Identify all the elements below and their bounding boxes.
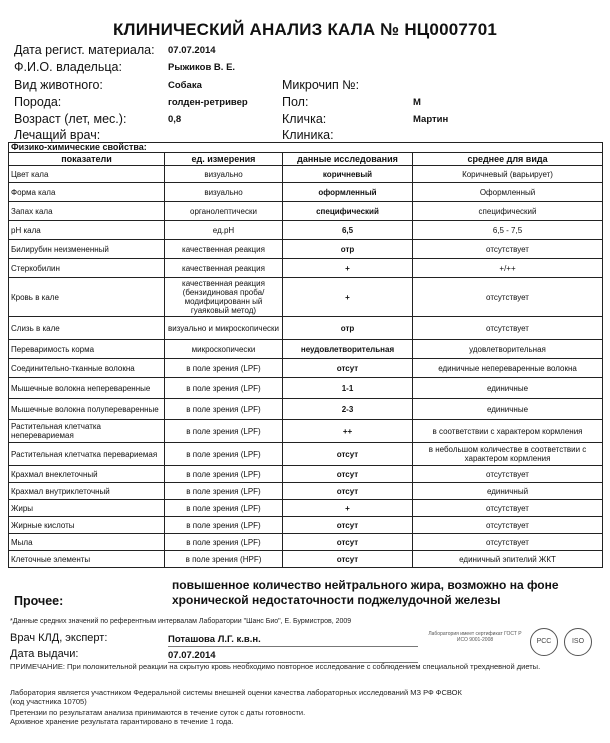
row-unit: в поле зрения (LPF) bbox=[165, 466, 283, 483]
row-unit: визуально и микроскопически bbox=[165, 317, 283, 340]
chip-label: Микрочип №: bbox=[282, 78, 360, 92]
row-result: 1-1 bbox=[283, 378, 413, 399]
table-row bbox=[9, 278, 603, 317]
table-row bbox=[9, 183, 603, 202]
footer-line-3: Претензии по результатам анализа принимаются в течение суток с даты готовности. bbox=[10, 708, 306, 717]
table-row bbox=[9, 359, 603, 378]
row-indicator: Стеркобилин bbox=[9, 259, 165, 278]
row-result: неудовлетворительная bbox=[283, 340, 413, 359]
row-reference: в соответствии с характером кормления bbox=[413, 420, 603, 443]
age-label: Возраст (лет, мес.): bbox=[14, 112, 127, 126]
row-result: отсут bbox=[283, 443, 413, 466]
row-reference: единичный bbox=[413, 483, 603, 500]
document-title: КЛИНИЧЕСКИЙ АНАЛИЗ КАЛА № НЦ0007701 bbox=[112, 20, 497, 39]
row-result: отр bbox=[283, 317, 413, 340]
footer-line-4: Архивное хранение результата гарантировано в течение 1 года. bbox=[10, 717, 234, 726]
row-indicator: Слизь в кале bbox=[9, 317, 165, 340]
row-result: отсут bbox=[283, 534, 413, 551]
row-indicator: Соединительно-тканные волокна bbox=[9, 359, 165, 378]
row-unit: в поле зрения (LPF) bbox=[165, 500, 283, 517]
row-unit: качественная реакция bbox=[165, 240, 283, 259]
row-unit: в поле зрения (LPF) bbox=[165, 378, 283, 399]
row-result: + bbox=[283, 278, 413, 317]
row-indicator: Клеточные элементы bbox=[9, 551, 165, 568]
table-row bbox=[9, 443, 603, 466]
row-indicator: Мыла bbox=[9, 534, 165, 551]
other-conclusion: повышенное количество нейтрального жира, возможно на фоне хронической недостаточности поджелудочной железы bbox=[172, 578, 559, 607]
row-reference: специфический bbox=[413, 202, 603, 221]
row-unit: микроскопически bbox=[165, 340, 283, 359]
owner-label: Ф.И.О. владельца: bbox=[14, 60, 122, 74]
row-reference: Коричневый (варьирует) bbox=[413, 166, 603, 183]
row-result: отсут bbox=[283, 483, 413, 500]
row-reference: отсутствует bbox=[413, 278, 603, 317]
table-row bbox=[9, 166, 603, 183]
table-row bbox=[9, 534, 603, 551]
table-header bbox=[9, 153, 603, 166]
iso-seal-icon: ISO bbox=[564, 628, 592, 656]
row-indicator: Цвет кала bbox=[9, 166, 165, 183]
table-row bbox=[9, 259, 603, 278]
table-row bbox=[9, 517, 603, 534]
row-reference: отсутствует bbox=[413, 466, 603, 483]
section-title: Физико-химические свойства: bbox=[9, 143, 603, 153]
row-result: + bbox=[283, 500, 413, 517]
table-row bbox=[9, 399, 603, 420]
row-result: отсут bbox=[283, 359, 413, 378]
row-indicator: Билирубин неизмененный bbox=[9, 240, 165, 259]
clinic-label: Клиника: bbox=[282, 128, 334, 142]
nick-label: Кличка: bbox=[282, 112, 327, 126]
col-header-reference: среднее для вида bbox=[413, 153, 603, 166]
col-header-unit: ед. измерения bbox=[165, 153, 283, 166]
row-unit: в поле зрения (LPF) bbox=[165, 517, 283, 534]
row-reference: отсутствует bbox=[413, 517, 603, 534]
row-unit: в поле зрения (LPF) bbox=[165, 399, 283, 420]
row-result: 2-3 bbox=[283, 399, 413, 420]
table-row bbox=[9, 551, 603, 568]
row-indicator: Жирные кислоты bbox=[9, 517, 165, 534]
row-indicator: Растительная клетчатка перевариемая bbox=[9, 443, 165, 466]
table-row bbox=[9, 500, 603, 517]
species-label: Вид животного: bbox=[14, 78, 103, 92]
table-row bbox=[9, 317, 603, 340]
row-unit: в поле зрения (LPF) bbox=[165, 420, 283, 443]
row-result: отр bbox=[283, 240, 413, 259]
age-value: 0,8 bbox=[168, 114, 182, 125]
row-result: + bbox=[283, 259, 413, 278]
row-indicator: Жиры bbox=[9, 500, 165, 517]
col-header-indicator: показатели bbox=[9, 153, 165, 166]
expert-value: Поташова Л.Г. к.в.н. bbox=[168, 634, 261, 645]
row-indicator: Мышечные волокна непереваренные bbox=[9, 378, 165, 399]
footer-line-2: (код участника 10705) bbox=[10, 697, 87, 706]
row-reference: в небольшом количестве в соответствии с характером кормления bbox=[413, 443, 603, 466]
row-reference: отсутствует bbox=[413, 500, 603, 517]
row-unit: визуально bbox=[165, 183, 283, 202]
row-result: отсут bbox=[283, 466, 413, 483]
table-row bbox=[9, 240, 603, 259]
table-row bbox=[9, 483, 603, 500]
row-result: коричневый bbox=[283, 166, 413, 183]
row-unit: в поле зрения (LPF) bbox=[165, 534, 283, 551]
row-reference: +/++ bbox=[413, 259, 603, 278]
row-reference: единичные bbox=[413, 378, 603, 399]
row-indicator: Форма кала bbox=[9, 183, 165, 202]
date-label: Дата регист. материала: bbox=[14, 43, 155, 57]
row-reference: отсутствует bbox=[413, 317, 603, 340]
issue-date-label: Дата выдачи: bbox=[10, 648, 79, 660]
expert-underline bbox=[168, 646, 418, 647]
date-value: 07.07.2014 bbox=[168, 45, 216, 56]
reference-note: *Данные средних значений по референтным интервалам Лаборатории "Шанс Био", Е. Бурмистров, 2009 bbox=[10, 618, 352, 625]
table-row bbox=[9, 202, 603, 221]
row-indicator: Крахмал внеклеточный bbox=[9, 466, 165, 483]
row-unit: качественная реакция (бензидиновая проба/модифицированн ый гуаяковый метод) bbox=[165, 278, 283, 317]
row-unit: органолептически bbox=[165, 202, 283, 221]
table-row bbox=[9, 378, 603, 399]
row-reference: Оформленный bbox=[413, 183, 603, 202]
row-result: ++ bbox=[283, 420, 413, 443]
row-unit: в поле зрения (LPF) bbox=[165, 483, 283, 500]
row-unit: в поле зрения (LPF) bbox=[165, 359, 283, 378]
footer-line-1: Лаборатория является участником Федеральной системы внешней оценки качества лабораторных исследований МЗ РФ ФСВОК bbox=[10, 688, 462, 697]
row-reference: отсутствует bbox=[413, 534, 603, 551]
row-unit: в поле зрения (LPF) bbox=[165, 443, 283, 466]
expert-label: Врач КЛД, эксперт: bbox=[10, 632, 108, 644]
owner-value: Рыжиков В. Е. bbox=[168, 62, 236, 73]
col-header-result: данные исследования bbox=[283, 153, 413, 166]
row-unit: визуально bbox=[165, 166, 283, 183]
breed-value: голден-ретривер bbox=[168, 97, 248, 108]
footer-note: ПРИМЕЧАНИЕ: При положительной реакции на скрытую кровь необходимо повторное исследование с соблюдением специальной трехдневной диеты. bbox=[10, 662, 541, 671]
sex-value: М bbox=[413, 97, 421, 108]
row-reference: 6,5 - 7,5 bbox=[413, 221, 603, 240]
sex-label: Пол: bbox=[282, 95, 309, 109]
row-unit: качественная реакция bbox=[165, 259, 283, 278]
row-indicator: Растительная клетчатка неперевариемая bbox=[9, 420, 165, 443]
doctor-label: Лечащий врач: bbox=[14, 128, 101, 142]
row-indicator: Запах кала bbox=[9, 202, 165, 221]
row-reference: единичные bbox=[413, 399, 603, 420]
row-indicator: Мышечные волокна полупереваренные bbox=[9, 399, 165, 420]
certificate-logo: Лаборатория имеет сертификат ГОСТ Р ИСО 9001-2008 bbox=[428, 631, 522, 643]
other-label: Прочее: bbox=[14, 594, 64, 608]
species-value: Собака bbox=[168, 80, 202, 91]
row-indicator: Кровь в кале bbox=[9, 278, 165, 317]
row-reference: отсутствует bbox=[413, 240, 603, 259]
row-result: отсут bbox=[283, 517, 413, 534]
row-reference: удовлетворительная bbox=[413, 340, 603, 359]
table-row bbox=[9, 420, 603, 443]
table-row bbox=[9, 340, 603, 359]
row-result: отсут bbox=[283, 551, 413, 568]
row-unit: ед.pH bbox=[165, 221, 283, 240]
row-result: специфический bbox=[283, 202, 413, 221]
row-indicator: Переваримость корма bbox=[9, 340, 165, 359]
nick-value: Мартин bbox=[413, 114, 449, 125]
table-row bbox=[9, 466, 603, 483]
row-indicator: pH кала bbox=[9, 221, 165, 240]
table-row bbox=[9, 221, 603, 240]
results-table bbox=[8, 142, 603, 568]
row-indicator: Крахмал внутриклеточный bbox=[9, 483, 165, 500]
issue-date-value: 07.07.2014 bbox=[168, 650, 216, 661]
row-reference: единичный эпителий ЖКТ bbox=[413, 551, 603, 568]
row-reference: единичные непереваренные волокна bbox=[413, 359, 603, 378]
row-unit: в поле зрения (HPF) bbox=[165, 551, 283, 568]
row-result: 6,5 bbox=[283, 221, 413, 240]
rss-seal-icon: РСС bbox=[530, 628, 558, 656]
row-result: оформленный bbox=[283, 183, 413, 202]
breed-label: Порода: bbox=[14, 95, 62, 109]
